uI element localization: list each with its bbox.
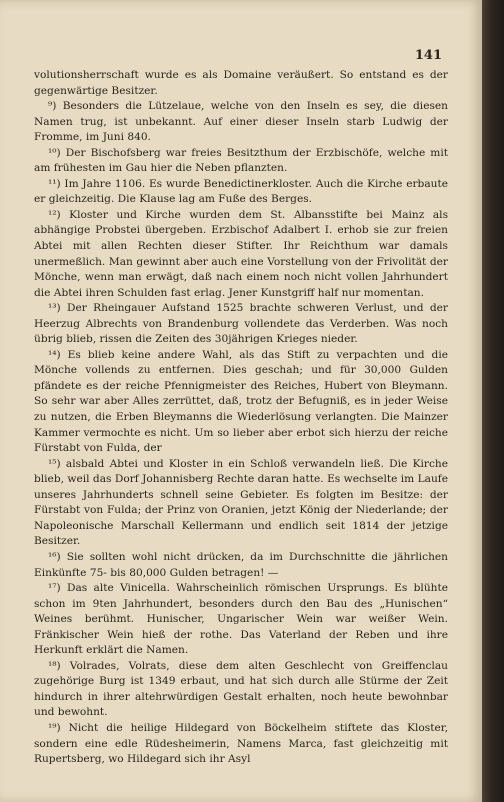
footnote-12: ¹²) Kloster und Kirche wurden dem St. Albansstifte bei Mainz als abhängige Probstei übergeben. Erzbischof Adalbert I. erhob sie zur freien Abtei mit allen Rechten dieser Stifter. Ihr Reichthum war damals unermeßlich. Man gewinnt aber auch eine Vorstellung von der Frivolität der Mönche, wenn man erwägt, daß nach einem noch nicht vollen Jahrhundert die Abtei ihren Schulden fast erlag. Jener Kunstgriff half nur momentan. <box>34 208 448 299</box>
footnote-10: ¹⁰) Der Bischofsberg war freies Besitzthum der Erzbischöfe, welche mit am frühesten im Gau hier die Neben pflanzten. <box>34 146 448 175</box>
footnote-11: ¹¹) Im Jahre 1106. Es wurde Benedictinerkloster. Auch die Kirche erbaute er gleichzeitig. Die Klause lag am Fuße des Berges. <box>34 177 448 206</box>
footnote-17: ¹⁷) Das alte Vinicella. Wahrscheinlich römischen Ursprungs. Es blühte schon im 9ten Jahrhundert, besonders durch den Bau des „Hunischen“ Weines berühmt. Hunischer, Ungarischer Wein war weißer Wein. Fränkischer Wein hieß der rothe. Das Vaterland der Reben und ihre Herkunft erklärt die Namen. <box>34 582 448 657</box>
footnote-16: ¹⁶) Sie sollten wohl nicht drücken, da im Durchschnitte die jährlichen Einkünfte 75- bis 80,000 Gulden betragen! — <box>34 550 448 579</box>
footnote-14: ¹⁴) Es blieb keine andere Wahl, als das Stift zu verpachten und die Mönche vollends zu entfernen. Dies geschah; und für 30,000 Gulden pfändete es der reiche Pfennigmeister des Reiches, Hubert von Bleymann. So sehr war aber Alles zerrüttet, daß, trotz der Befugniß, es in jeder Weise zu nutzen, die Erben Bleymanns die Wiederlösung verlangten. Die Mainzer Kammer vermochte es nicht. Um so lieber aber erbot sich hierzu der reiche Fürstabt von Fulda, der <box>34 348 448 455</box>
footnote-15: ¹⁵) alsbald Abtei und Kloster in ein Schloß verwandeln ließ. Die Kirche blieb, weil das Dorf Johannisberg Rechte daran hatte. Es wechselte im Laufe unseres Jahrhunderts schnell seine Gebieter. Es folgten im Besitze: der Fürstabt von Fulda; der Prinz von Oranien, jetzt König der Niederlande; der Napoleonische Marschall Kellermann und endlich seit 1814 der jetzige Besitzer. <box>34 457 448 548</box>
page-number: 141 <box>414 48 442 63</box>
footnote-19: ¹⁹) Nicht die heilige Hildegard von Böckelheim stiftete das Kloster, sondern eine edle Rüdesheimerin, Namens Marca, fast gleichzeitig mit Rupertsberg, wo Hildegard sich ihr Asyl <box>34 721 448 766</box>
book-spine-edge <box>482 0 504 802</box>
footnote-18: ¹⁸) Volrades, Volrats, diese dem alten Geschlecht von Greiffenclau zugehörige Burg ist 1349 erbaut, und hat sich durch alle Stürme der Zeit hindurch in ihrer altehrwürdigen Gestalt erhalten, noch heute bewohnbar und bewohnt. <box>34 659 448 719</box>
paragraph-continuation: volutionsherrschaft wurde es als Domaine veräußert. So entstand es der gegenwärtige Besitzer. <box>34 69 448 97</box>
footnotes-body <box>34 68 448 768</box>
footnote-13: ¹³) Der Rheingauer Aufstand 1525 brachte schweren Verlust, und der Heerzug Albrechts von Brandenburg vollendete das Verderben. Was noch übrig blieb, rissen die Zeiten des 30jährigen Krieges nieder. <box>34 302 448 346</box>
footnote-9: ⁹) Besonders die Lützelaue, welche von den Inseln es sey, die diesen Namen trug, ist unbekannt. Auf einer dieser Inseln starb Ludwig der Fromme, im Juni 840. <box>34 100 448 144</box>
